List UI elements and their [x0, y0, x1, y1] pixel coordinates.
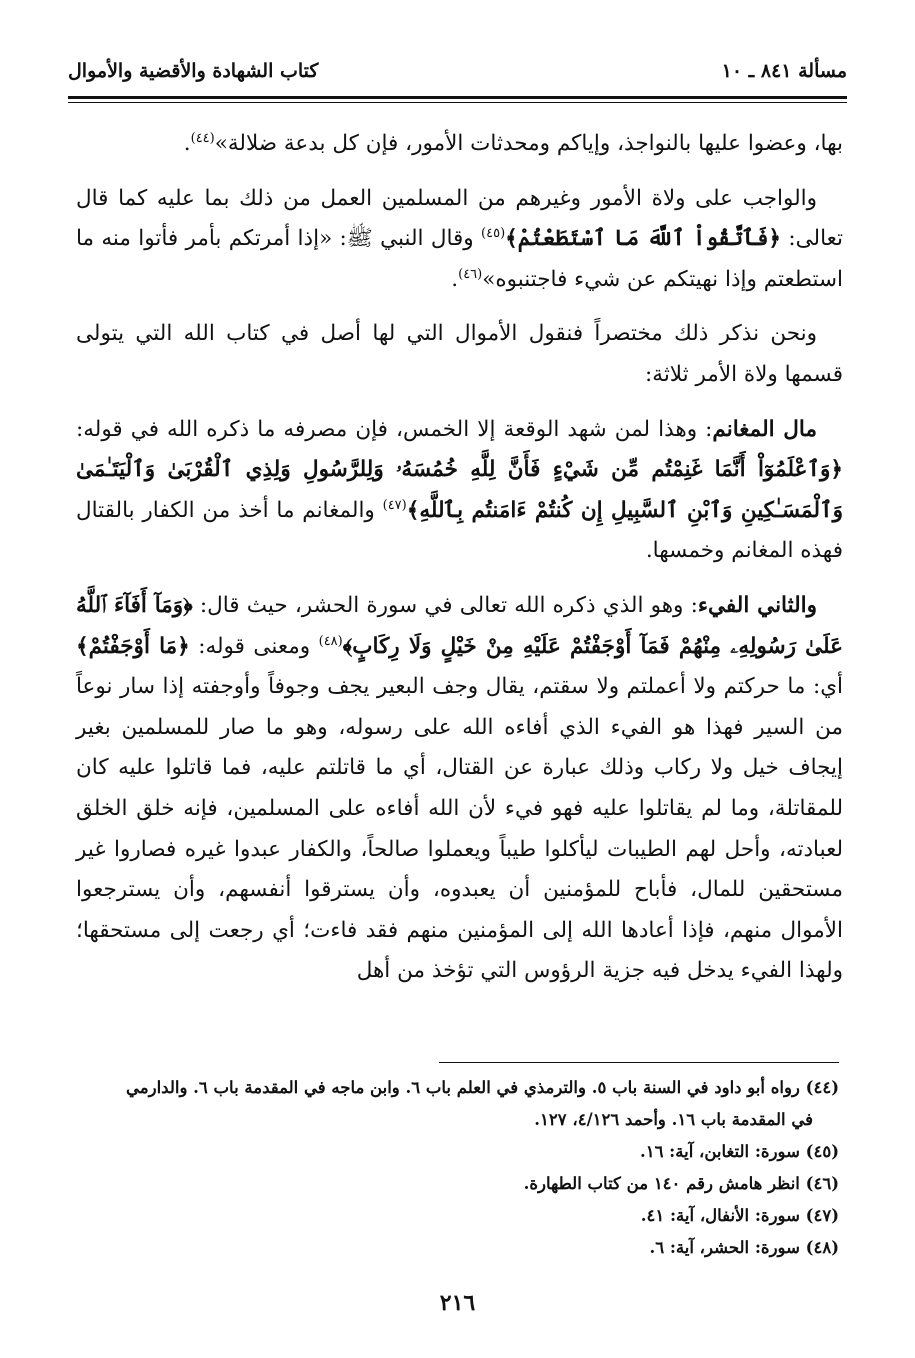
paragraph-4: مال المغانم: وهذا لمن شهد الوقعة إلا الخمس، فإن مصرفه ما ذكره الله في قوله: ﴿وَٱعْلَمُوٓاْ أَنَّمَا غَنِمْتُم مِّن شَيْءٍ فَأَنَّ لِلَّهِ خُمُسَهُۥ وَلِلرَّسُولِ وَلِذِي ٱلْقُرْبَىٰ وَٱلْيَتَـٰمَىٰ وَٱلْمَسَـٰكِينِ وَٱبْنِ ٱلسَّبِيلِ إِن كُنتُمْ ءَامَنتُم بِٱللَّهِ﴾$^{(٤٧)}$ والمغانم ما أخذ من الكفار بالقتال فهذه المغانم وخمسها. — [76, 416, 843, 564]
footnote-separator — [439, 1062, 839, 1063]
footnote-45: (٤٥) سورة: التغابن، آية: ١٦. — [639, 1142, 839, 1161]
footnote-ref-48[interactable]: (٤٨) — [318, 633, 343, 649]
page-number: ٢١٦ — [439, 1290, 476, 1316]
paragraph-5: والثاني الفيء: وهو الذي ذكره الله تعالى في سورة الحشر، حيث قال: ﴿وَمَآ أَفَآءَ ٱللَّهُ عَلَىٰ رَسُولِهِۦ مِنْهُمْ فَمَآ أَوْجَفْتُمْ عَلَيْهِ مِنْ خَيْلٍ وَلَا رِكَابٍ﴾$^{(٤٨)}$ ومعنى قوله: ﴿مَا أَوْجَفْتُمْ﴾ أي: ما حركتم ولا أعملتم ولا سقتم، يقال وجف البعير يجف وجوفاً وأوجفته إذا سار نوعاً من السير فهذا هو الفيء الذي أفاءه الله على رسوله، وهو ما صار للمسلمين بغير إيجاف خيل ولا ركاب وذلك عبارة عن القتال، أي ما قاتلتم عليه، فما قاتلوا عليه كان للمقاتلة، وما لم يقاتلوا عليه فهو فيء لأن الله أفاءه على المسلمين، فإنه خلق الخلق لعبادته، وأحل لهم الطيبات ليأكلوا طيباً ويعملوا صالحاً، والكفار عبدوا غيره فصاروا غير مستحقين للمال، فأباح للمؤمنين أن يعبدوه، وأن يسترقوا أنفسهم، وأن يسترجعوا الأموال منهم، فإذا أعادها الله إلى المؤمنين منهم فقد فاءت؛ أي رجعت إلى مستحقها؛ ولهذا الفيء يدخل فيه جزية الرؤوس التي تؤخذ من أهل — [76, 592, 843, 984]
section-lead-ghanaim: مال المغانم — [712, 416, 817, 442]
paragraph-2: والواجب على ولاة الأمور وغيرهم من المسلمين العمل من ذلك بما عليه كما قال تعالى: ﴿فَٱتَّقُواْ ٱللَّهَ مَا ٱسْتَطَعْتُمْ﴾$^{(٤٥)}$ وقال النبي ﷺ: «إذا أمرتكم بأمر فأتوا منه ما استطعتم وإذا نهيتكم عن شيء فاجتنبوه»$^{(٤٦)}$. — [76, 185, 843, 292]
footnote-ref-47[interactable]: (٤٧) — [382, 497, 407, 513]
header-issue: مسألة ٨٤١ ـ ١٠ — [721, 60, 847, 82]
footnote-44: (٤٤) رواه أبو داود في السنة باب ٥. والترمذي في العلم باب ٦. وابن ماجه في المقدمة باب ٦. والدارمي — [126, 1078, 839, 1097]
header-rule-thick — [68, 96, 847, 99]
paragraph-1: بها، وعضوا عليها بالنواجذ، وإياكم ومحدثات الأمور، فإن كل بدعة ضلالة»$^{(٤٤)}$. — [183, 130, 843, 156]
footnote-48: (٤٨) سورة: الحشر، آية: ٦. — [649, 1238, 839, 1257]
header-rule-thin — [68, 102, 847, 103]
footnote-ref-45[interactable]: (٤٥) — [481, 226, 506, 242]
footnotes — [76, 1072, 839, 1264]
quran-verse: ﴿وَمَآ أَفَآءَ ٱللَّهُ عَلَىٰ رَسُولِهِۦ مِنْهُمْ فَمَآ أَوْجَفْتُمْ عَلَيْهِ مِنْ خَيْلٍ وَلَا رِكَابٍ﴾ — [76, 592, 843, 659]
quran-verse: ﴿وَٱعْلَمُوٓاْ أَنَّمَا غَنِمْتُم مِّن شَيْءٍ فَأَنَّ لِلَّهِ خُمُسَهُۥ وَلِلرَّسُولِ وَلِذِي ٱلْقُرْبَىٰ وَٱلْيَتَـٰمَىٰ وَٱلْمَسَـٰكِينِ وَٱبْنِ ٱلسَّبِيلِ إِن كُنتُمْ ءَامَنتُم بِٱللَّهِ﴾ — [76, 457, 843, 523]
footnote-47: (٤٧) سورة: الأنفال، آية: ٤١. — [640, 1206, 839, 1225]
header-book-title: كتاب الشهادة والأقضية والأموال — [68, 60, 319, 82]
section-lead-fay: والثاني الفيء — [697, 592, 817, 618]
paragraph-3: ونحن نذكر ذلك مختصراً فنقول الأموال التي لها أصل في كتاب الله التي يتولى قسمها ولاة الأمر ثلاثة: — [76, 321, 843, 387]
footnote-ref-46[interactable]: (٤٦) — [458, 266, 483, 282]
quran-verse: ﴿مَا أَوْجَفْتُمْ﴾ — [76, 633, 190, 659]
running-header — [68, 52, 847, 92]
footnote-ref-44[interactable]: (٤٤) — [190, 130, 215, 146]
footnote-46: (٤٦) انظر هامش رقم ١٤٠ من كتاب الطهارة. — [523, 1174, 839, 1193]
main-text — [76, 124, 843, 1006]
quran-verse: ﴿فَٱتَّقُواْ ٱللَّهَ مَا ٱسْتَطَعْتُمْ﴾ — [505, 226, 782, 252]
footnote-44-continued: في المقدمة باب ١٦. وأحمد ٤/١٢٦، ١٢٧. — [534, 1110, 813, 1129]
